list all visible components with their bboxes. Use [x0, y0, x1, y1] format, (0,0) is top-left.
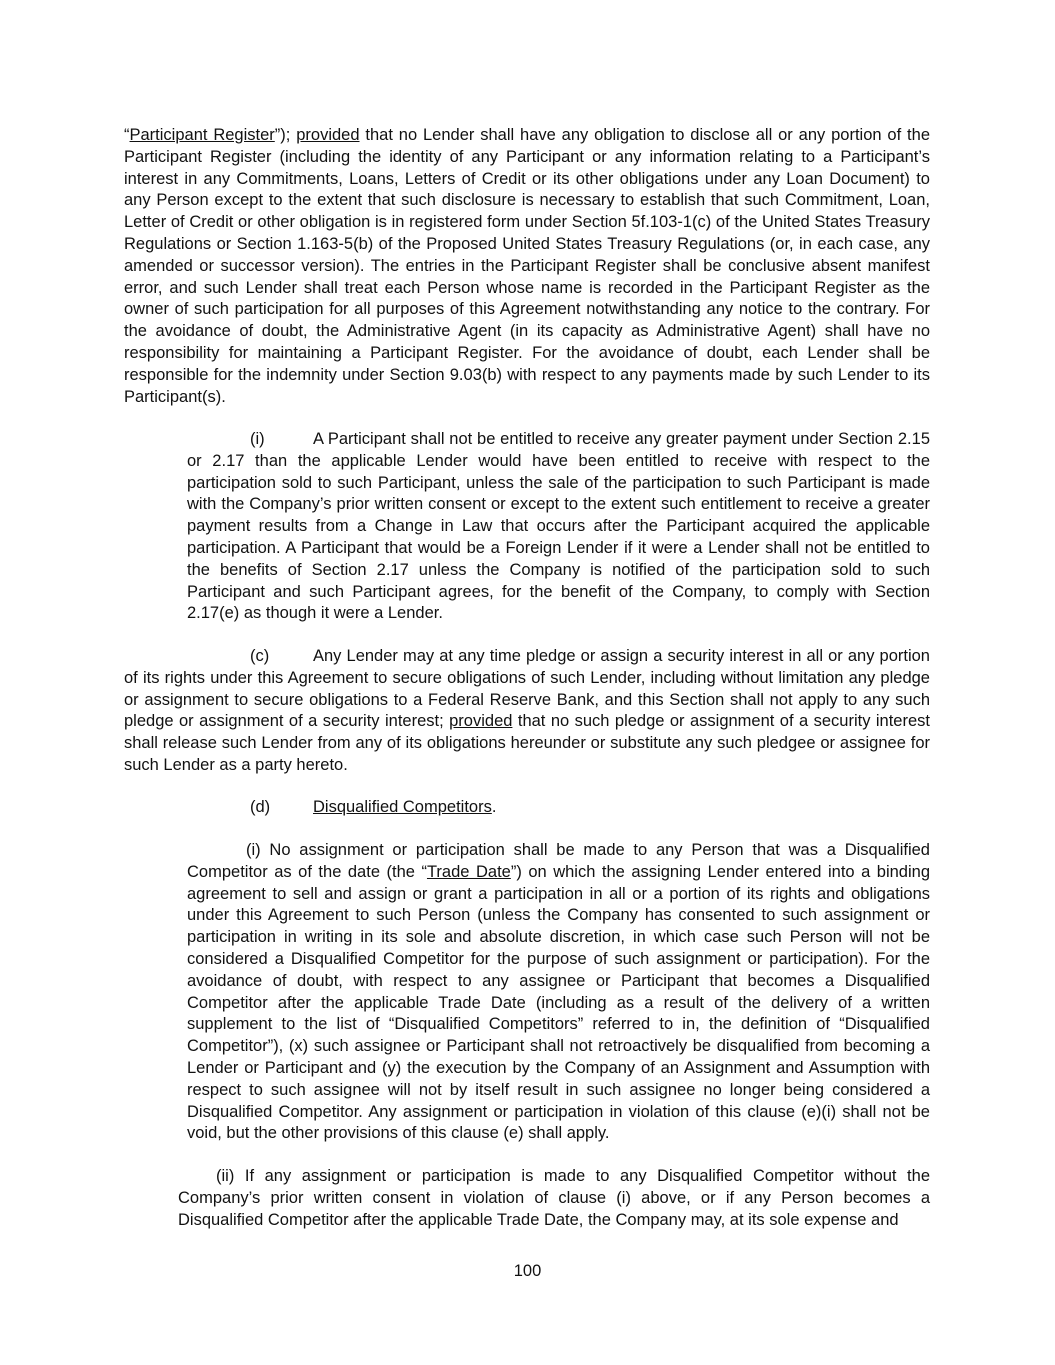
paragraph-text-before: Any Lender may at any time pledge or assign a security interest in all or any portion of its rights under this Agreement to secure obligations of such Lender, including without limitation any pledge or assignment to secure obligations to a Federal Reserve Bank, and this Section shall not apply to any such pledge or assignment of a security interest; — [124, 647, 930, 731]
paragraph-text-after: ”) on which the assigning Lender entered into a binding agreement to sell and assign or grant a participation in all or a portion of its rights and obligations under this Agreement to such Person (unless the Company has consented to such assignment or participation in writing in its sole and absolute discretion, in which case such Person will not be considered a Disqualified Competitor for the purpose of such assignment or participation). For the avoidance of doubt, with respect to any assignee or Participant that becomes a Disqualified Competitor after the applicable Trade Date (including as a result of the delivery of a written supplement to the list of “Disqualified Competitors” referred to in, the definition of “Disqualified Competitor”), (x) such assignee or Participant shall not retroactively be disqualified from becoming a Lender or Participant and (y) the execution by the Company of an Assignment and Assumption with respect to such assignee will not by itself result in such assignee no longer being considered a Disqualified Competitor. Any assignment or participation in violation of this clause (e)(i) shall not be void, but the other provisions of this clause (e) shall apply. — [187, 862, 930, 1143]
close-quote: ”); — [274, 126, 297, 144]
paragraph-d-i-no-assignment — [187, 840, 930, 1145]
paragraph-participant-register — [124, 125, 930, 408]
clause-label: (i) — [246, 841, 261, 859]
clause-label: (c) — [250, 647, 270, 665]
section-heading-disqualified-competitors — [124, 797, 930, 819]
provided-term: provided — [449, 712, 513, 731]
paragraph-text-before: No assignment or participation shall be made to any Person that was a Disqualified Competitor as of the date (the “ — [187, 841, 930, 881]
paragraph-c-pledge — [124, 646, 930, 777]
open-quote: “ — [124, 126, 130, 144]
clause-label: (i) — [250, 430, 265, 448]
paragraph-text-after: that no such pledge or assignment of a security interest shall release such Lender from any of its obligations hereunder or substitute any such pledgee or assignee for such Lender as a party hereto. — [124, 712, 930, 774]
paragraph-i-greater-payment — [187, 429, 930, 625]
page-number: 100 — [513, 1262, 542, 1280]
paragraph-d-ii-assignment-to-competitor — [178, 1166, 930, 1231]
paragraph-text: that no Lender shall have any obligation to disclose all or any portion of the Participant Register (including the identity of any Participant or any information relating to a Participant’s interest in any Commitments, Loans, Letters of Credit or its other obligations under any Loan Document) to any Person except to the extent that such disclosure is necessary to establish that such Commitment, Loan, Letter of Credit or other obligation is in registered form under Section 5f.103-1(c) of the United States Treasury Regulations or Section 1.163-5(b) of the Proposed United States Treasury Regulations (or, in each case, any amended or successor version). The entries in the Participant Register shall be conclusive absent manifest error, and such Lender shall treat each Person whose name is recorded in the Participant Register as the owner of such participation for all purposes of this Agreement notwithstanding any notice to the contrary. For the avoidance of doubt, the Administrative Agent (in its capacity as Administrative Agent) shall have no responsibility for maintaining a Participant Register. For the avoidance of doubt, each Lender shall be responsible for the indemnity under Section 9.03(b) with respect to any payments made by such Lender to its Participant(s). — [124, 126, 930, 406]
paragraph-text: A Participant shall not be entitled to receive any greater payment under Section 2.15 or 2.17 than the applicable Lender would have been entitled to receive with respect to the participation sold to such Participant, unless the sale of the participation to such Participant is made with the Company’s prior written consent or except to the extent such entitlement to receive a greater payment results from a Change in Law that occurs after the Participant acquired the applicable participation. A Participant that would be a Foreign Lender if it were a Lender shall not be entitled to the benefits of Section 2.17 unless the Company is notified of the participation sold to such Participant and such Participant agrees, for the benefit of the Company, to comply with Section 2.17(e) as though it were a Lender. — [187, 430, 930, 623]
defined-term-trade-date: Trade Date — [426, 862, 511, 881]
provided-term: provided — [296, 126, 360, 144]
paragraph-text: If any assignment or participation is made to any Disqualified Competitor without the Company’s prior written consent in violation of clause (i) above, or if any Person becomes a Disqualified Competitor after the applicable Trade Date, the Company may, at its sole expense and — [178, 1167, 930, 1229]
clause-label: (d) — [250, 798, 271, 816]
clause-label: (ii) — [216, 1167, 235, 1185]
defined-term-participant-register: Participant Register — [129, 126, 275, 144]
title-period: . — [491, 798, 497, 816]
section-title: Disqualified Competitors — [313, 798, 492, 816]
